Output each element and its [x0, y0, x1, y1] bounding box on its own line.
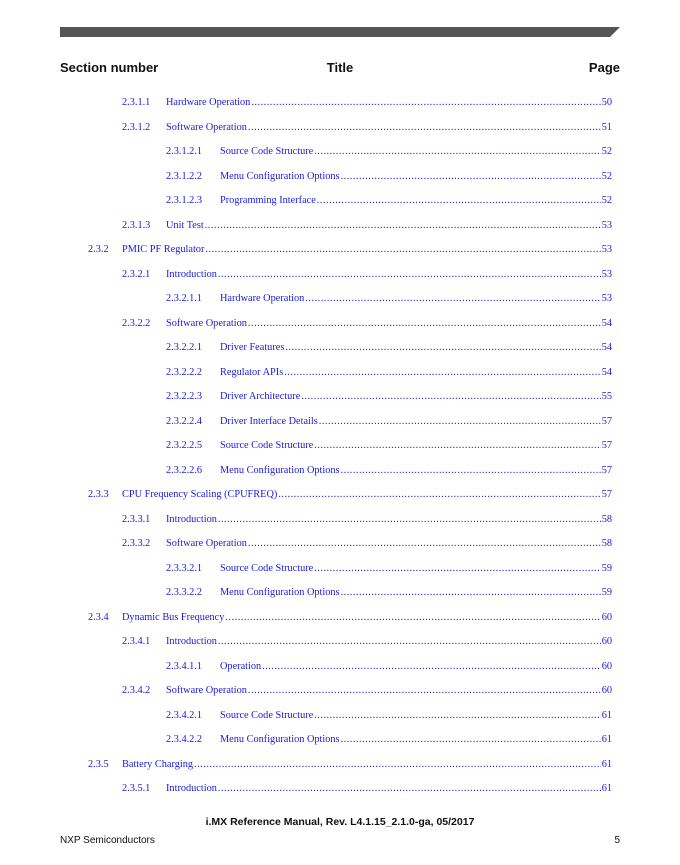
dot-leader	[248, 685, 601, 696]
toc-entry-page: 54	[601, 342, 612, 353]
toc-entry-title: Operation	[220, 660, 262, 672]
dot-leader	[205, 220, 601, 231]
toc-entry-number: 2.3.1.3	[122, 219, 151, 231]
toc-entry-page: 50	[601, 97, 612, 108]
toc-entry-page: 52	[601, 170, 612, 182]
toc-entry-page: 61	[601, 783, 612, 794]
toc-entry-number: 2.3.4.1	[122, 636, 151, 647]
toc-entry[interactable]	[0, 411, 680, 436]
dot-leader	[194, 759, 601, 770]
footer-manual-title: i.MX Reference Manual, Rev. L4.1.15_2.1.0-ga, 05/2017	[205, 816, 475, 828]
dot-leader	[218, 269, 601, 280]
toc-entry-number: 2.3.4.1.1	[166, 660, 203, 672]
toc-entry-title: Hardware Operation	[220, 293, 305, 304]
toc-entry-number: 2.3.2.2.1	[166, 342, 203, 353]
toc-entry-line	[122, 759, 612, 770]
dot-leader	[341, 171, 601, 182]
toc-entry-page: 61	[601, 758, 612, 770]
toc-entry-page: 60	[601, 611, 612, 623]
toc-entry-line	[166, 783, 612, 794]
dot-leader	[317, 195, 601, 206]
toc-entry-page: 54	[601, 366, 612, 378]
toc-entry[interactable]	[0, 558, 680, 583]
dot-leader	[225, 612, 600, 623]
toc-entry[interactable]	[0, 288, 680, 313]
toc-entry-page: 53	[601, 293, 612, 304]
toc-entry-page: 59	[601, 562, 612, 574]
dot-leader	[218, 783, 601, 794]
dot-leader	[248, 318, 601, 329]
dot-leader	[284, 367, 600, 378]
toc-entry-title: Regulator APIs	[220, 366, 284, 378]
toc-entry-line	[166, 269, 612, 280]
toc-entry-title: Introduction	[166, 513, 217, 525]
toc-entry-title: Battery Charging	[122, 758, 194, 770]
toc-entry-line	[220, 563, 612, 574]
toc-entry-number: 2.3.2.1.1	[166, 293, 203, 304]
toc-entry-line	[220, 465, 612, 476]
dot-leader	[285, 342, 600, 353]
toc-entry-line	[166, 636, 612, 647]
toc-entry-page: 60	[601, 660, 612, 672]
toc-entry-page: 57	[601, 464, 612, 476]
dot-leader	[218, 514, 601, 525]
toc-entry-line	[220, 146, 612, 157]
toc-entry[interactable]	[0, 117, 680, 142]
toc-entry[interactable]	[0, 778, 680, 803]
table-of-contents	[0, 92, 680, 803]
toc-entry-line	[220, 195, 612, 206]
dot-leader	[341, 734, 601, 745]
toc-entry-line	[220, 440, 612, 451]
toc-entry[interactable]	[0, 631, 680, 656]
toc-entry-line	[220, 342, 612, 353]
toc-entry-page: 51	[601, 121, 612, 133]
toc-entry-number: 2.3.1.2	[122, 121, 151, 133]
toc-entry[interactable]	[0, 533, 680, 558]
toc-entry-title: Menu Configuration Options	[220, 464, 340, 476]
toc-entry-page: 52	[601, 146, 612, 157]
toc-entry-title: Software Operation	[166, 685, 247, 696]
toc-entry-line	[166, 514, 612, 525]
toc-entry-line	[166, 318, 612, 329]
dot-leader	[341, 587, 601, 598]
dot-leader	[314, 440, 600, 451]
toc-entry[interactable]	[0, 264, 680, 289]
toc-entry-page: 61	[601, 734, 612, 745]
dot-leader	[218, 636, 601, 647]
toc-entry-line	[220, 293, 612, 304]
toc-entry-line	[220, 734, 612, 745]
toc-entry-title: Source Code Structure	[220, 146, 314, 157]
toc-entry-number: 2.3.4	[88, 611, 109, 623]
toc-entry-number: 2.3.4.2	[122, 685, 151, 696]
toc-entry-title: Introduction	[166, 783, 217, 794]
toc-entry[interactable]	[0, 680, 680, 705]
dot-leader	[205, 244, 600, 255]
toc-entry[interactable]	[0, 484, 680, 509]
dot-leader	[262, 661, 601, 672]
column-header-page: Page	[588, 60, 620, 75]
toc-entry[interactable]	[0, 362, 680, 387]
toc-entry-title: PMIC PF Regulator	[122, 244, 205, 255]
toc-entry-line	[220, 171, 612, 182]
column-header-section-number: Section number	[60, 60, 159, 75]
toc-entry-line	[122, 612, 612, 623]
dot-leader	[314, 146, 600, 157]
toc-entry-number: 2.3.1.2.2	[166, 170, 203, 182]
toc-entry-number: 2.3.1.1	[122, 97, 151, 108]
toc-entry-page: 59	[601, 587, 612, 598]
toc-entry-title: Hardware Operation	[166, 97, 251, 108]
toc-entry-title: Driver Architecture	[220, 391, 301, 402]
toc-entry-title: Driver Interface Details	[220, 415, 318, 427]
toc-entry-page: 55	[601, 391, 612, 402]
toc-entry-number: 2.3.2.1	[122, 268, 151, 280]
toc-entry-page: 60	[601, 685, 612, 696]
toc-entry[interactable]	[0, 656, 680, 681]
toc-entry-page: 53	[601, 268, 612, 280]
toc-entry-page: 54	[601, 317, 612, 329]
toc-entry-line	[220, 710, 612, 721]
toc-entry-title: Dynamic Bus Frequency	[122, 611, 225, 623]
toc-entry[interactable]	[0, 337, 680, 362]
toc-entry-title: Unit Test	[166, 219, 204, 231]
header-bar	[60, 27, 620, 37]
dot-leader	[314, 710, 600, 721]
toc-entry-number: 2.3.2.2	[122, 317, 151, 329]
toc-entry-line	[220, 587, 612, 598]
column-header-title: Title	[326, 60, 354, 75]
dot-leader	[341, 465, 601, 476]
toc-entry-page: 58	[601, 538, 612, 549]
toc-entry[interactable]	[0, 386, 680, 411]
toc-entry[interactable]	[0, 607, 680, 632]
toc-entry-number: 2.3.2.2.2	[166, 366, 203, 378]
toc-entry-title: Programming Interface	[220, 195, 316, 206]
toc-entry-page: 52	[601, 195, 612, 206]
toc-entry-line	[220, 391, 612, 402]
toc-entry-page: 61	[601, 709, 612, 721]
toc-entry-page: 57	[601, 415, 612, 427]
toc-entry-page: 60	[601, 636, 612, 647]
toc-entry-page: 57	[601, 489, 612, 500]
dot-leader	[305, 293, 600, 304]
toc-entry-page: 53	[601, 219, 612, 231]
toc-entry[interactable]	[0, 92, 680, 117]
toc-entry-number: 2.3.1.2.1	[166, 146, 203, 157]
toc-entry[interactable]	[0, 239, 680, 264]
toc-entry-number: 2.3.5	[88, 758, 109, 770]
dot-leader	[248, 538, 601, 549]
toc-entry-number: 2.3.3.1	[122, 513, 151, 525]
toc-entry-number: 2.3.3.2.1	[166, 562, 203, 574]
dot-leader	[314, 563, 600, 574]
toc-entry-number: 2.3.2.2.4	[166, 415, 203, 427]
toc-entry-line	[166, 220, 612, 231]
toc-entry-title: Menu Configuration Options	[220, 587, 340, 598]
toc-entry-line	[166, 122, 612, 133]
toc-entry-number: 2.3.3	[88, 489, 109, 500]
toc-entry-title: Software Operation	[166, 317, 247, 329]
toc-entry-title: Introduction	[166, 268, 217, 280]
toc-entry-line	[166, 97, 612, 108]
toc-entry-title: CPU Frequency Scaling (CPUFREQ)	[122, 489, 278, 500]
toc-entry-line	[220, 416, 612, 427]
toc-entry-title: Menu Configuration Options	[220, 734, 340, 745]
toc-entry-line	[122, 489, 612, 500]
toc-entry[interactable]	[0, 215, 680, 240]
toc-entry-number: 2.3.2.2.6	[166, 464, 203, 476]
dot-leader	[301, 391, 600, 402]
toc-entry-title: Menu Configuration Options	[220, 170, 340, 182]
toc-entry-line	[122, 244, 612, 255]
toc-entry-number: 2.3.2.2.5	[166, 440, 203, 451]
toc-entry-number: 2.3.4.2.2	[166, 734, 203, 745]
toc-entry[interactable]	[0, 729, 680, 754]
toc-entry-page: 58	[601, 513, 612, 525]
toc-entry[interactable]	[0, 705, 680, 730]
toc-entry[interactable]	[0, 141, 680, 166]
toc-entry[interactable]	[0, 509, 680, 534]
toc-entry-number: 2.3.1.2.3	[166, 195, 203, 206]
toc-entry[interactable]	[0, 582, 680, 607]
toc-entry[interactable]	[0, 435, 680, 460]
toc-entry-line	[166, 538, 612, 549]
toc-entry-title: Source Code Structure	[220, 440, 314, 451]
toc-entry-title: Software Operation	[166, 538, 247, 549]
dot-leader	[319, 416, 601, 427]
footer-company: NXP Semiconductors	[60, 835, 155, 846]
dot-leader	[251, 97, 600, 108]
toc-entry-page: 53	[601, 244, 612, 255]
toc-entry-title: Introduction	[166, 636, 217, 647]
toc-entry-number: 2.3.5.1	[122, 783, 151, 794]
toc-entry[interactable]	[0, 460, 680, 485]
dot-leader	[278, 489, 600, 500]
toc-entry-number: 2.3.2	[88, 244, 109, 255]
toc-entry[interactable]	[0, 190, 680, 215]
footer-page-number: 5	[614, 835, 620, 846]
toc-entry-line	[220, 661, 612, 672]
toc-entry[interactable]	[0, 166, 680, 191]
toc-entry-number: 2.3.3.2.2	[166, 587, 203, 598]
toc-entry-number: 2.3.3.2	[122, 538, 151, 549]
toc-entry[interactable]	[0, 313, 680, 338]
toc-entry[interactable]	[0, 754, 680, 779]
toc-entry-title: Driver Features	[220, 342, 285, 353]
toc-entry-title: Software Operation	[166, 121, 247, 133]
toc-entry-line	[166, 685, 612, 696]
toc-entry-page: 57	[601, 440, 612, 451]
dot-leader	[248, 122, 601, 133]
toc-entry-number: 2.3.4.2.1	[166, 709, 203, 721]
toc-entry-line	[220, 367, 612, 378]
toc-entry-title: Source Code Structure	[220, 562, 314, 574]
toc-entry-title: Source Code Structure	[220, 709, 314, 721]
toc-entry-number: 2.3.2.2.3	[166, 391, 203, 402]
